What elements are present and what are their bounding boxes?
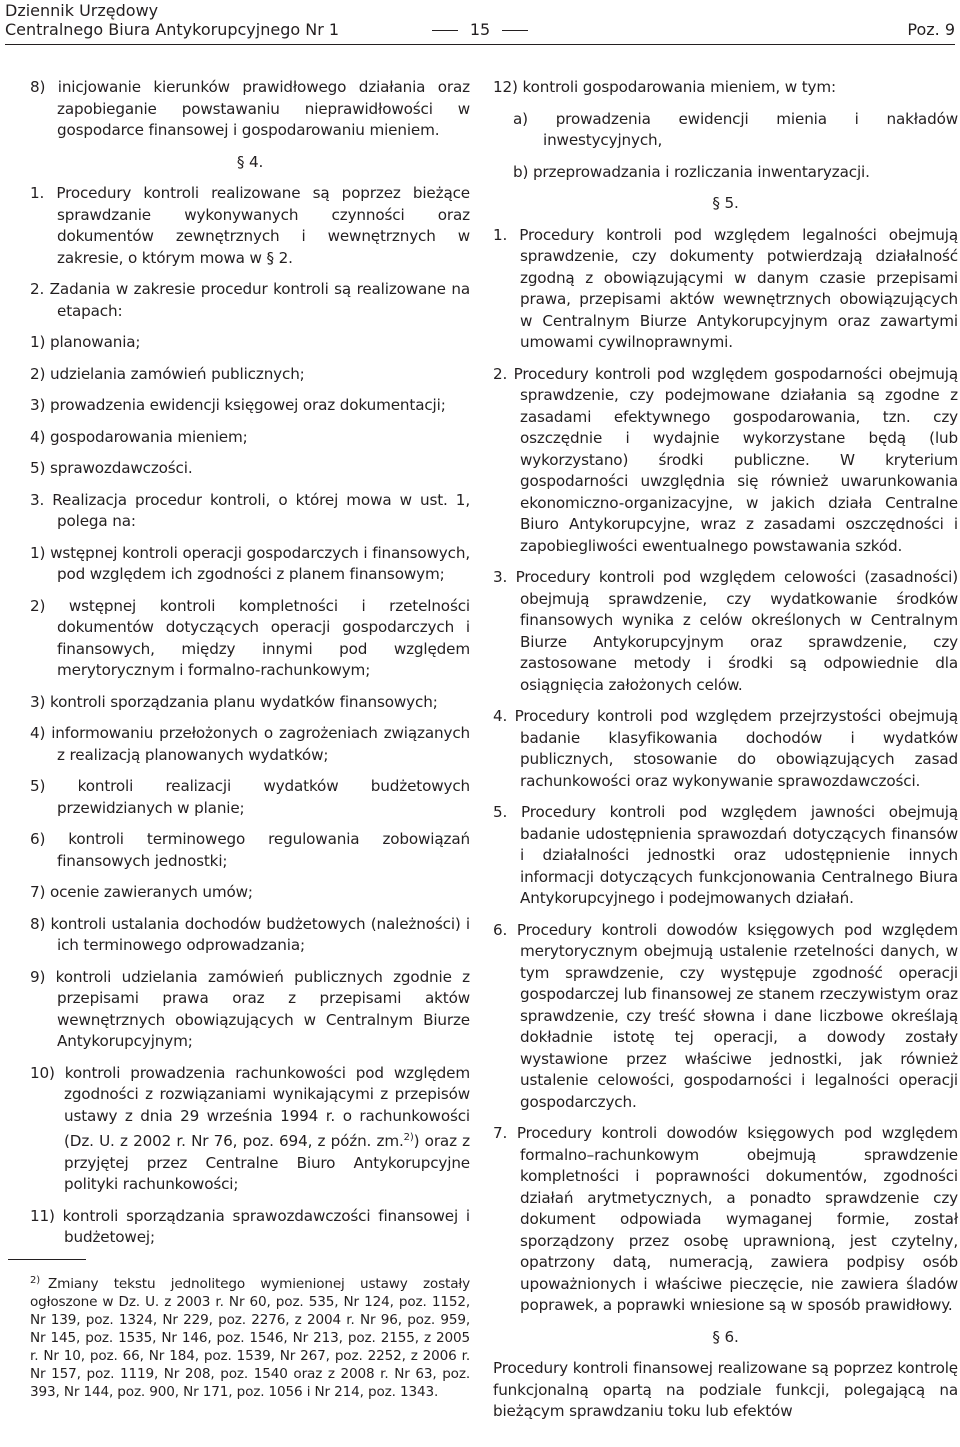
header-divider (5, 44, 955, 45)
paragraph-5-7: 7. Procedury kontroli dowodów księgowych pod względem formalno–rachunkowym obejmują sprawdzenie kompletności i poprawności dokumentów, zgodności działań arytmetycznych, a ponadto sprawdzenie czy dokument odpowiada wymaganej formie, został sporządzony przez osobę uprawnioną, jest czytelny, opatrzony datą, numeracją, zawiera podpisy osób upoważnionych i właściwe pieczęcie, nie zawiera śladów poprawek, a poprawki wniesione są w sposób prawidłowy. (493, 1124, 958, 1314)
footnote-marker: 2) (30, 1274, 40, 1286)
left-column (30, 77, 470, 1411)
paragraph-5-3: 3. Procedury kontroli pod względem celowości (zasadności) obejmują sprawdzenie, czy wydatkowanie środków finansowych wynika z celów określonych w Centralnym Biurze Antykorupcyjnym oraz sprawdzenie, czy zastosowane metody i środki są odpowiednie dla osiągnięcia założonych celów. (493, 568, 958, 694)
list-item-12: 12) kontroli gospodarowania mieniem, w tym: (493, 78, 836, 96)
publication-title: Dziennik Urzędowy Centralnego Biura Antykorupcyjnego Nr 1 (5, 1, 340, 39)
sub-item-b: b) przeprowadzania i rozliczania inwentaryzacji. (513, 162, 870, 181)
list-item: 2) wstępnej kontroli kompletności i rzetelności dokumentów dotyczących operacji gospodarczych i finansowych, między innymi pod względem merytorycznym i formalno-rachunkowym; (30, 596, 470, 679)
list-item: 5) kontroli realizacji wydatków budżetowych przewidzianych w planie; (30, 777, 470, 817)
paragraph-5-5: 5. Procedury kontroli pod względem jawności obejmują badanie udostępnienia sprawozdań dotyczących finansów i działalności jednostki oraz udostępnienie innych informacji dotyczących funkcjonowania Centralnego Biura Antykorupcyjnego i podejmowanych działań. (493, 803, 958, 907)
page-header (5, 0, 955, 44)
list-item: 2) udzielania zamówień publicznych; (30, 364, 305, 383)
list-item: 8) kontroli ustalania dochodów budżetowych (należności) i ich terminowego odprowadzania; (30, 914, 470, 954)
paragraph-1: 1. Procedury kontroli realizowane są poprzez bieżące sprawdzanie wykonywanych czynności oraz dokumentów zewnętrznych i wewnętrznych w zakresie, o którym mowa w § 2. (30, 184, 470, 267)
footnote-divider (8, 1259, 86, 1260)
paragraph-2: 2. Zadania w zakresie procedur kontroli są realizowane na etapach: (30, 280, 470, 320)
paragraph-5-4: 4. Procedury kontroli pod względem przejrzystości obejmują badanie klasyfikowania dochodów i wydatków publicznych, stosowanie do obowiązujących zasad rachunkowości oraz wykonywanie sprawozdawczości. (493, 707, 958, 790)
list-item: 5) sprawozdawczości. (30, 459, 193, 477)
page-number: 15 (5, 20, 955, 39)
section-4-heading: § 4. (236, 152, 264, 171)
footnote: $^{2)}$ Zmiany tekstu jednolitego wymienionej ustawy zostały ogłoszone w Dz. U. z 2003 r. Nr 60, poz. 535, Nr 124, poz. 1152, Nr 139, poz. 1324, Nr 229, poz. 2276, z 2004 r. Nr 96, poz. 959, Nr 145, poz. 1535, Nr 146, poz. 1546, Nr 213, poz. 2155, z 2005 r. Nr 10, poz. 66, Nr 184, poz. 1539, Nr 267, poz. 2252, z 2006 r. Nr 157, poz. 1119, Nr 208, poz. 1540 oraz z 2008 r. Nr 63, poz. 393, Nr 144, poz. 900, Nr 171, poz. 1056 i Nr 214, poz. 1343. (30, 1274, 470, 1400)
section-5-heading: § 5. (712, 194, 739, 212)
paragraph-5-2: 2. Procedury kontroli pod względem gospodarności obejmują sprawdzenie, czy podejmowane działania są zgodne z zasadami efektywnego gospodarowania, tzn. czy oszczędnie i wydajnie wykorzystane będą (lub wykorzystano) środki publiczne. W kryterium gospodarności uwzględnia się również uwarunkowania ekonomiczno-organizacyjne, w jakich działa Centralne Biuro Antykorupcyjne, wraz z zasadami oszczędności i zapobiegliwości ewentualnego powstawania szkód. (493, 364, 958, 555)
list-item: 1) planowania; (30, 333, 141, 351)
paragraph-5-1: 1. Procedury kontroli pod względem legalności obejmują sprawdzenie, czy dokumenty potwierdzają działalność zgodną z obowiązującymi w danym czasie przepisami prawa, przepisami aktów wewnętrznych obowiązujących w Centralnym Biurze Antykorupcyjnym oraz zawartymi umowami cywilnoprawnymi. (493, 225, 958, 351)
list-item: 6) kontroli terminowego regulowania zobowiązań finansowych jednostki; (30, 830, 470, 870)
list-item: 3) kontroli sporządzania planu wydatków finansowych; (30, 692, 438, 711)
paragraph-5-6: 6. Procedury kontroli dowodów księgowych pod względem merytorycznym obejmują ustalenie rzetelności danych, w tym sprawdzenie, czy występuje zgodność operacji gospodarczej lub finansowej ze stanem rzeczywistym oraz sprawdzenie, czy treść słowna i dane liczbowe określają dokładnie istotę tej operacji, a dowody zostały wystawione przez właściwe jednostki, jak również ustalenie celowości, gospodarności i legalności operacji gospodarczych. (493, 920, 958, 1111)
right-column (493, 77, 958, 1433)
paragraph-6: Procedury kontroli finansowej realizowane są poprzez kontrolę funkcjonalną opartą na podziale funkcji, polegającą na bieżącym sprawdzaniu toku lub efektów (493, 1359, 958, 1420)
list-item: 1) wstępnej kontroli operacji gospodarczych i finansowych, pod względem ich zgodności z planem finansowym; (30, 543, 470, 583)
paragraph-3: 3. Realizacja procedur kontroli, o której mowa w ust. 1, polega na: (30, 490, 470, 530)
position-number: Poz. 9 (907, 20, 955, 39)
list-item: 3) prowadzenia ewidencji księgowej oraz dokumentacji; (30, 396, 446, 414)
list-item-11: 11) kontroli sporządzania sprawozdawczości finansowej i budżetowej; (30, 1206, 470, 1247)
footnote-reference[interactable]: 2) (403, 1132, 414, 1143)
sub-item-a: a) prowadzenia ewidencji mienia i nakładów inwestycyjnych, (513, 109, 958, 149)
list-item: 4) gospodarowania mieniem; (30, 427, 248, 446)
list-item: 9) kontroli udzielania zamówień publicznych zgodnie z przepisami prawa oraz z przepisami aktów wewnętrznych obowiązujących w Centralnym Biurze Antykorupcyjnym; (30, 967, 470, 1050)
list-item: 7) ocenie zawieranych umów; (30, 883, 253, 901)
section-6-heading: § 6. (712, 1327, 739, 1346)
list-item: 4) informowaniu przełożonych o zagrożeniach związanych z realizacją planowanych wydatków; (30, 724, 470, 764)
list-item-10: 10) kontroli prowadzenia rachunkowości pod względem zgodności z rozwiązaniami wynikającymi z przepisów ustawy z dnia 29 września 1994 r. o rachunkowości (Dz. U. z 2002 r. Nr 76, poz. 694, z późn. zm.$^{2)}$) oraz z przyjętej przez Centralne Biuro Antykorupcyjne polityki rachunkowości; (30, 1063, 470, 1194)
paragraph-item-8: 8) inicjowanie kierunków prawidłowego działania oraz zapobieganie powstawaniu nieprawidłowości w gospodarce finansowej i gospodarowaniu mieniem. (30, 78, 470, 139)
